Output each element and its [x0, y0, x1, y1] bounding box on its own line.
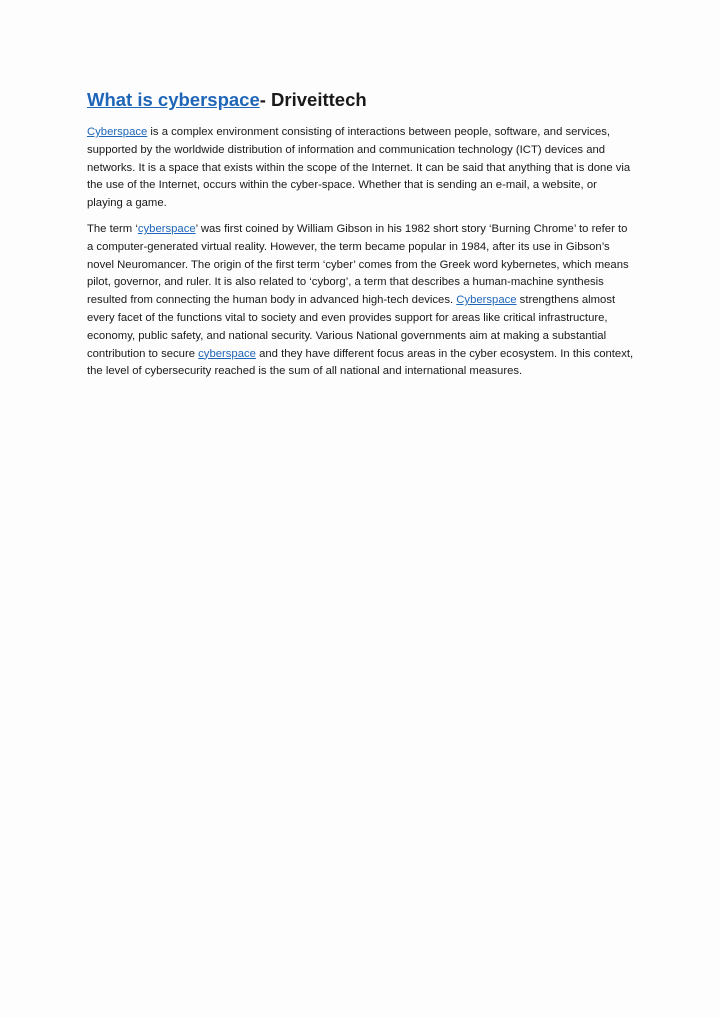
page-title [87, 88, 634, 112]
paragraph-history-text-b: ’ was first coined by William Gibson in his 1982 short story ‘Burning Chrome’ to refer to a computer-generated virtual reality. However, the term became popular in 1984, after its use in Gibson’s novel Neuromancer. The origin of the first term ‘cyber’ comes from the Greek word kybernetes, which means pilot, governor, and ruler. It is also related to ‘cyborg’, a term that describes a human-machine synthesis resulted from connecting the human body in advanced high-tech devices. [87, 222, 629, 307]
paragraph-intro [87, 124, 634, 213]
cyberspace-link-4[interactable]: cyberspace [198, 347, 256, 360]
cyberspace-link-1[interactable]: Cyberspace [87, 126, 148, 138]
paragraph-intro-text: is a complex environment consisting of interactions between people, software, and services, supported by the worldwide distribution of information and communication technology (ICT) devices and networks. It is a space that exists within the scope of the Internet. It can be said that anything that is done via the use of the Internet, occurs within the cyber-space. Whether that is sending an e-mail, a website, or playing a game. [87, 126, 631, 210]
paragraph-history-text-c: strengthens almost every facet of the functions vital to society and even provides support for areas like critical infrastructure, economy, public safety, and national security. Various National governments aim at making a substantial contribution to secure [87, 294, 616, 360]
paragraph-history-text-d: and they have different focus areas in the cyber ecosystem. In this context, the level of cybersecurity reached is the sum of all national and international measures. [87, 347, 634, 378]
paragraph-history [87, 221, 634, 381]
title-link[interactable]: What is cyberspace [87, 89, 260, 110]
paragraph-history-text-a: The term ‘ [87, 222, 138, 235]
cyberspace-link-3[interactable]: Cyberspace [456, 294, 517, 307]
cyberspace-link-2[interactable]: cyberspace [137, 222, 196, 235]
title-suffix: - Driveittech [259, 89, 367, 110]
